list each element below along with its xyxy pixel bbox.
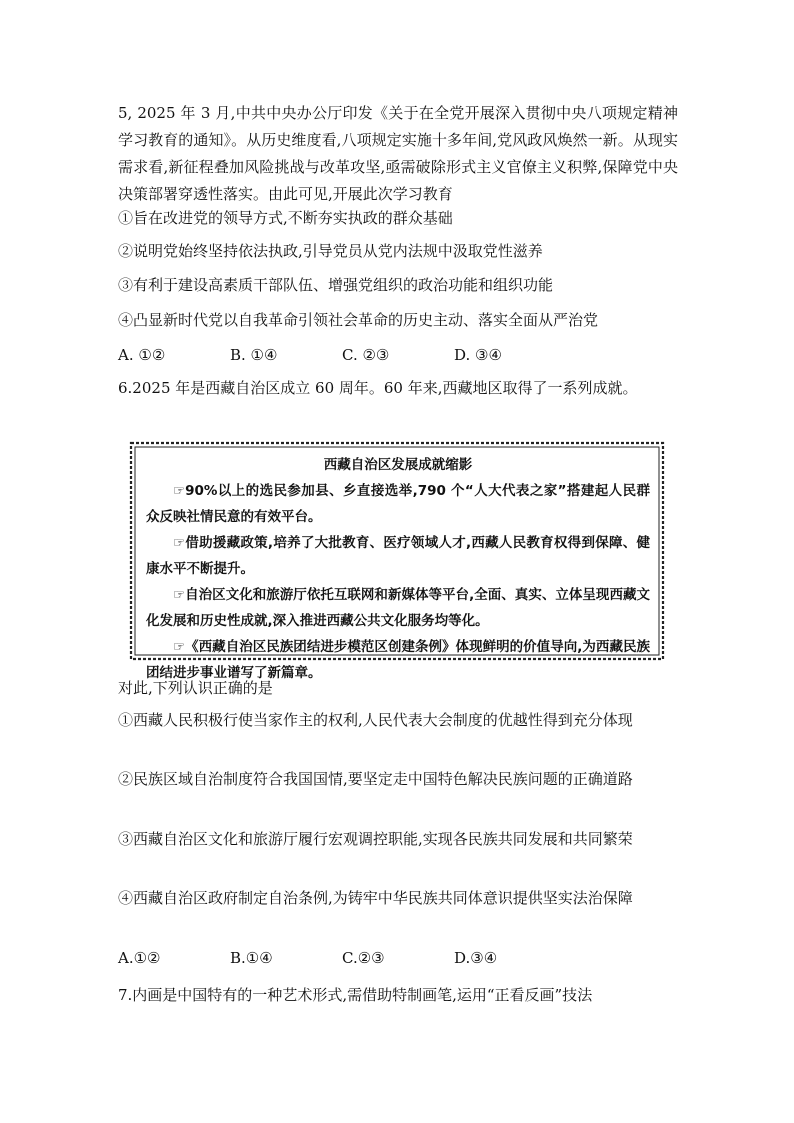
pointing-hand-icon: ☞ xyxy=(173,483,186,499)
q6-item-4: ④西藏自治区政府制定自治条例,为铸牢中华民族共同体意识提供坚实法治保障 xyxy=(118,889,633,907)
q5-options xyxy=(118,345,566,365)
box-title: 西藏自治区发展成就缩影 xyxy=(323,457,473,473)
q5-item-4: ④凸显新时代党以自我革命引领社会革命的历史主动、落实全面从严治党 xyxy=(118,311,599,329)
q6-options xyxy=(118,948,566,968)
q5-item-2: ②说明党始终坚持依法执政,引导党员从党内法规中汲取党性滋养 xyxy=(118,242,543,260)
q5-option-c[interactable]: C. ②③ xyxy=(342,346,390,364)
q5-item-3: ③有利于建设高素质干部队伍、增强党组织的政治功能和组织功能 xyxy=(118,276,554,294)
q5-option-d[interactable]: D. ③④ xyxy=(454,346,502,364)
pointing-hand-icon: ☞ xyxy=(173,535,186,551)
q6-prompt: 对此,下列认识正确的是 xyxy=(118,679,273,697)
q6-item-1: ①西藏人民积极行使当家作主的权利,人民代表大会制度的优越性得到充分体现 xyxy=(118,711,633,729)
q6-option-a[interactable]: A.①② xyxy=(118,949,161,967)
box-item-4: ☞《西藏自治区民族团结进步模范区创建条例》体现鲜明的价值导向,为西藏民族团结进步事业谱写了新篇章。 xyxy=(146,639,650,681)
box-item-1: ☞90%以上的选民参加县、乡直接选举,790 个“人大代表之家”搭建起人民群众反映社情民意的有效平台。 xyxy=(146,483,650,525)
q6-option-d[interactable]: D.③④ xyxy=(454,949,498,967)
achievement-box xyxy=(128,440,666,681)
q5-stem: 5, 2025 年 3 月,中共中央办公厅印发《关于在全党开展深入贯彻中央八项规定精神学习教育的通知》。从历史维度看,八项规定实施十多年间,党风政风焕然一新。从现实需求看,新征程叠加风险挑战与改革攻坚,亟需破除形式主义官僚主义积弊,保障党中央决策部署穿透性落实。由此可见,开展此次学习教育 xyxy=(118,104,678,203)
q6-item-3: ③西藏自治区文化和旅游厅履行宏观调控职能,实现各民族共同发展和共同繁荣 xyxy=(118,830,633,848)
q5-option-a[interactable]: A. ①② xyxy=(118,346,166,364)
q5-option-b[interactable]: B. ①④ xyxy=(230,346,278,364)
q7-stem: 7.内画是中国特有的一种艺术形式,需借助特制画笔,运用“正看反画”技法 xyxy=(118,986,593,1004)
box-item-3: ☞自治区文化和旅游厅依托互联网和新媒体等平台,全面、真实、立体呈现西藏文化发展和历史性成就,深入推进西藏公共文化服务均等化。 xyxy=(146,587,650,629)
q6-item-2: ②民族区域自治制度符合我国国情,要坚定走中国特色解决民族问题的正确道路 xyxy=(118,770,633,788)
pointing-hand-icon: ☞ xyxy=(173,639,186,655)
q5-item-1: ①旨在改进党的领导方式,不断夯实执政的群众基础 xyxy=(118,209,453,227)
box-item-2: ☞借助援藏政策,培养了大批教育、医疗领域人才,西藏人民教育权得到保障、健康水平不断提升。 xyxy=(146,535,650,577)
q6-option-b[interactable]: B.①④ xyxy=(230,949,273,967)
pointing-hand-icon: ☞ xyxy=(173,587,186,603)
q6-option-c[interactable]: C.②③ xyxy=(342,949,385,967)
q6-stem: 6.2025 年是西藏自治区成立 60 周年。60 年来,西藏地区取得了一系列成就。 xyxy=(118,379,638,397)
